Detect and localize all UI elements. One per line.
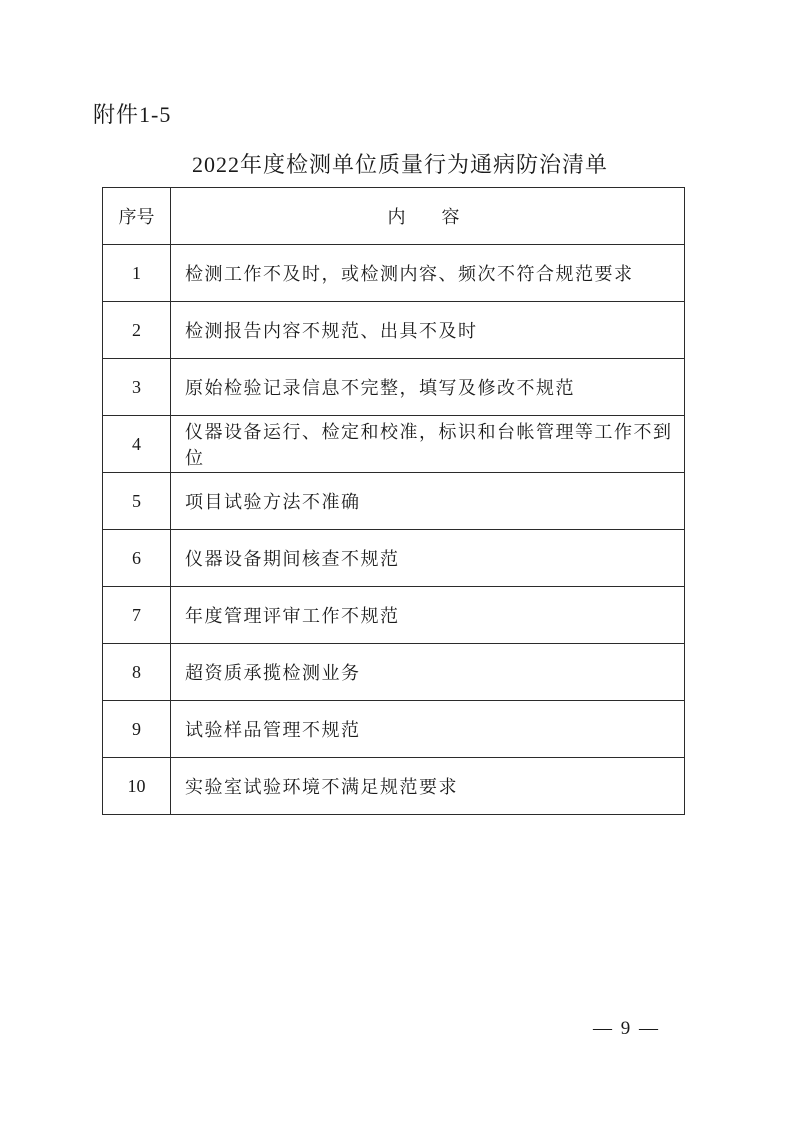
row-index: 3 bbox=[103, 359, 171, 416]
page-number: — 9 — bbox=[593, 1018, 660, 1039]
row-index: 9 bbox=[103, 701, 171, 758]
table-row bbox=[103, 302, 685, 359]
table-row bbox=[103, 359, 685, 416]
table-header-index: 序号 bbox=[103, 188, 171, 245]
table-row bbox=[103, 587, 685, 644]
row-content: 项目试验方法不准确 bbox=[171, 473, 685, 530]
row-index: 6 bbox=[103, 530, 171, 587]
row-content: 实验室试验环境不满足规范要求 bbox=[171, 758, 685, 815]
row-content: 检测工作不及时，或检测内容、频次不符合规范要求 bbox=[171, 245, 685, 302]
defect-list-table bbox=[102, 187, 685, 815]
row-index: 10 bbox=[103, 758, 171, 815]
table-row bbox=[103, 530, 685, 587]
row-content: 年度管理评审工作不规范 bbox=[171, 587, 685, 644]
table-row bbox=[103, 758, 685, 815]
table-header-content: 内 容 bbox=[171, 188, 685, 245]
table-row bbox=[103, 416, 685, 473]
row-index: 7 bbox=[103, 587, 171, 644]
row-content: 仪器设备运行、检定和校准，标识和台帐管理等工作不到位 bbox=[171, 416, 685, 473]
row-content: 仪器设备期间核查不规范 bbox=[171, 530, 685, 587]
row-index: 1 bbox=[103, 245, 171, 302]
row-content: 超资质承揽检测业务 bbox=[171, 644, 685, 701]
table-row bbox=[103, 644, 685, 701]
table-row bbox=[103, 245, 685, 302]
table-header-row bbox=[103, 188, 685, 245]
row-content: 检测报告内容不规范、出具不及时 bbox=[171, 302, 685, 359]
table-row bbox=[103, 701, 685, 758]
row-content: 试验样品管理不规范 bbox=[171, 701, 685, 758]
row-index: 4 bbox=[103, 416, 171, 473]
table-row bbox=[103, 473, 685, 530]
attachment-label: 附件1-5 bbox=[93, 102, 172, 127]
row-index: 8 bbox=[103, 644, 171, 701]
row-index: 2 bbox=[103, 302, 171, 359]
page-title: 2022年度检测单位质量行为通病防治清单 bbox=[191, 152, 608, 177]
row-content: 原始检验记录信息不完整，填写及修改不规范 bbox=[171, 359, 685, 416]
row-index: 5 bbox=[103, 473, 171, 530]
